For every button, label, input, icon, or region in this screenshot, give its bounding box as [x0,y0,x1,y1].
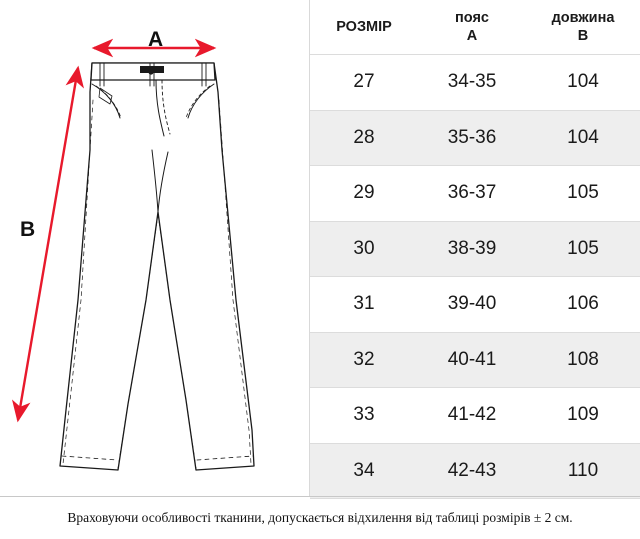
jeans-illustration [0,0,310,496]
table-row [310,388,640,444]
cell-waist: 42-43 [418,443,526,499]
cell-waist: 41-42 [418,388,526,444]
table-row [310,55,640,111]
cell-length: 108 [526,332,640,388]
cell-waist: 39-40 [418,277,526,333]
size-table [310,0,640,499]
cell-waist: 34-35 [418,55,526,111]
table-row [310,221,640,277]
cell-size: 30 [310,221,418,277]
size-table-head [310,0,640,55]
cell-length: 109 [526,388,640,444]
cell-size: 33 [310,388,418,444]
cell-size: 31 [310,277,418,333]
table-row [310,332,640,388]
table-header-row [310,0,640,55]
table-row [310,443,640,499]
disclaimer-text: Враховуючи особливості тканини, допускається відхилення від таблиці розмірів ± 2 см. [67,510,573,525]
header-waist-line1: пояс [455,9,489,26]
header-length-line2: В [577,28,589,44]
table-row [310,166,640,222]
measurement-label-a: A [148,28,164,51]
cell-size: 27 [310,55,418,111]
cell-length: 110 [526,443,640,499]
cell-size: 29 [310,166,418,222]
header-size: РОЗМІР [310,0,418,55]
cell-waist: 35-36 [418,110,526,166]
cell-length: 104 [526,55,640,111]
disclaimer-bar [0,496,640,539]
table-row [310,277,640,333]
size-table-body [310,55,640,499]
jeans-diagram-panel [0,0,310,496]
header-waist [418,0,526,55]
cell-size: 28 [310,110,418,166]
header-length [526,0,640,55]
cell-length: 104 [526,110,640,166]
cell-length: 106 [526,277,640,333]
measurement-label-b: B [20,218,36,241]
header-waist-line2: А [466,28,478,44]
cell-waist: 38-39 [418,221,526,277]
arrow-length-b [18,68,78,420]
size-table-panel [310,0,640,496]
cell-length: 105 [526,221,640,277]
cell-size: 34 [310,443,418,499]
table-row [310,110,640,166]
cell-waist: 36-37 [418,166,526,222]
cell-size: 32 [310,332,418,388]
cell-waist: 40-41 [418,332,526,388]
header-length-line1: довжина [551,9,615,26]
cell-length: 105 [526,166,640,222]
